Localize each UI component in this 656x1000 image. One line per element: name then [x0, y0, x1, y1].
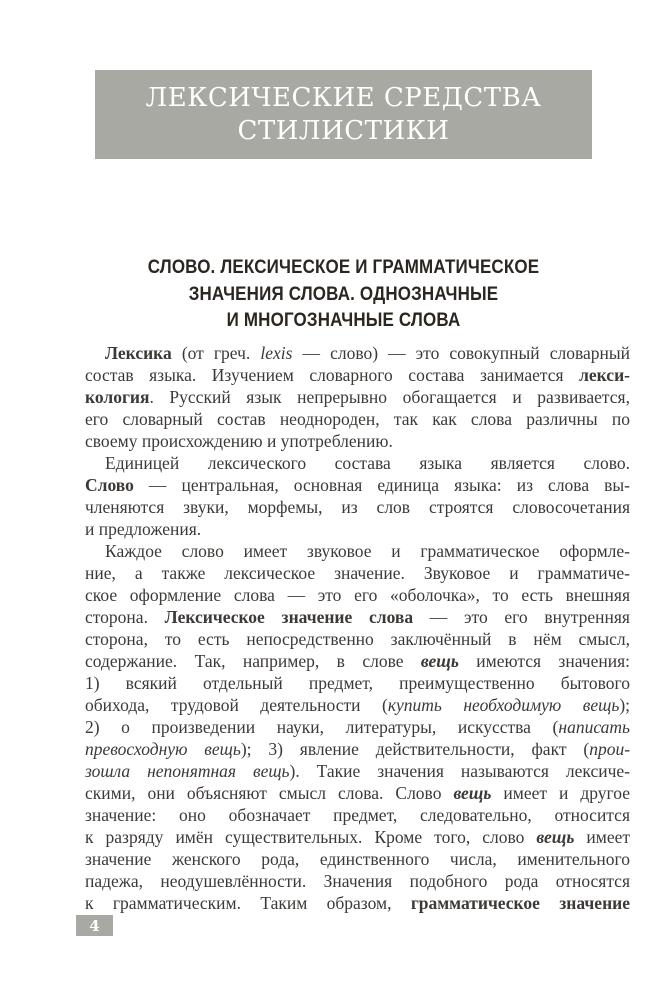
text-segment: грамматическое значение — [410, 893, 630, 913]
text-segment: Слово — [85, 475, 134, 495]
text-segment: ); — [619, 695, 631, 715]
text-segment: ние, а также лексическое значение. Звуковое и грамматиче- — [85, 563, 630, 583]
text-segment: сторона. — [85, 607, 165, 627]
text-segment: ское оформление слова — это его «оболочка», то есть внешняя — [85, 585, 630, 605]
body-line — [85, 650, 630, 672]
body-line — [85, 606, 630, 628]
chapter-title-banner — [95, 70, 592, 159]
text-segment: Единицей лексического состава языка является слово. — [105, 453, 630, 473]
body-text — [85, 342, 630, 914]
section-heading-line: И МНОГОЗНАЧНЫЕ СЛОВА — [226, 309, 461, 331]
text-segment: lexis — [260, 343, 293, 363]
text-segment: 1) всякий отдельный предмет, преимущественно бытового — [85, 673, 630, 693]
chapter-title-line: СТИЛИСТИКИ — [237, 115, 450, 146]
text-segment: вещь — [420, 651, 459, 671]
paragraph — [85, 452, 630, 540]
text-segment: . Русский язык непрерывно обогащается и развивается, — [149, 387, 630, 407]
text-segment: содержание. Так, например, в слове — [85, 651, 421, 671]
text-segment: прои- — [589, 739, 631, 759]
body-line — [85, 672, 630, 694]
body-line — [85, 870, 630, 892]
text-segment: значение женского рода, единственного числа, именительного — [85, 849, 630, 869]
page-number-box — [76, 915, 113, 936]
text-segment: — слово) — это совокупный словарный — [292, 343, 630, 363]
paragraph — [85, 540, 630, 914]
text-segment: его словарный состав неоднороден, так как слова различны по — [85, 409, 630, 429]
text-segment: своему происхождению и употреблению. — [85, 431, 393, 451]
text-segment: 2) о произведении науки, литературы, искусства ( — [85, 717, 559, 737]
text-segment: купить необходимую вещь — [387, 695, 620, 715]
text-segment: лекси- — [579, 365, 630, 385]
text-segment: сторона, то есть непосредственно заключённый в нём смысл, — [85, 629, 630, 649]
body-line — [85, 738, 630, 760]
text-segment: превосходную вещь — [85, 739, 241, 759]
text-segment: написать — [558, 717, 630, 737]
body-line — [85, 474, 630, 496]
text-segment: — центральная, основная единица языка: из слова вы- — [133, 475, 630, 495]
body-line — [85, 386, 630, 408]
body-line — [85, 496, 630, 518]
text-segment: — это его внутренняя — [413, 607, 630, 627]
text-segment: скими, они объясняют смысл слова. Слово — [85, 783, 454, 803]
text-segment: Лексика — [105, 343, 172, 363]
section-heading-line: ЗНАЧЕНИЯ СЛОВА. ОДНОЗНАЧНЫЕ — [188, 282, 499, 305]
body-line — [85, 342, 630, 364]
body-line — [85, 408, 630, 430]
body-line — [85, 430, 630, 452]
text-segment: членяются звуки, морфемы, из слов строятся словосочетания — [85, 497, 630, 517]
text-segment: имеются значения: — [458, 651, 630, 671]
text-segment: Лексическое значение слова — [164, 607, 414, 627]
body-line — [85, 892, 630, 914]
text-segment: к грамматическим. Таким образом, — [85, 893, 411, 913]
body-line — [85, 540, 630, 562]
body-line — [85, 848, 630, 870]
text-segment: вещь — [453, 783, 492, 803]
body-line — [85, 782, 630, 804]
text-segment: к разряду имён существительных. Кроме того, слово — [85, 827, 537, 847]
body-line — [85, 804, 630, 826]
text-segment: имеет — [574, 827, 631, 847]
text-segment: зошла непонятная вещь — [85, 761, 290, 781]
body-line — [85, 760, 630, 782]
text-segment: состав языка. Изучением словарного состава занимается — [85, 365, 580, 385]
paragraph — [85, 342, 630, 452]
text-segment: значение: оно обозначает предмет, следовательно, относится — [85, 805, 630, 825]
section-heading-line: СЛОВО. ЛЕКСИЧЕСКОЕ И ГРАММАТИЧЕСКОЕ — [147, 256, 540, 278]
body-line — [85, 826, 630, 848]
chapter-title-line: ЛЕКСИЧЕСКИЕ СРЕДСТВА — [145, 82, 542, 113]
text-segment: имеет и другое — [491, 783, 630, 803]
body-line — [85, 694, 630, 716]
body-line — [85, 628, 630, 650]
body-line — [85, 716, 630, 738]
text-segment: (от греч. — [171, 343, 261, 363]
body-line — [85, 562, 630, 584]
text-segment: ); 3) явление действительности, факт ( — [240, 739, 590, 759]
body-line — [85, 364, 630, 386]
page-number: 4 — [89, 916, 100, 935]
section-heading — [127, 254, 559, 334]
text-segment: кология — [85, 387, 150, 407]
text-segment: ). Такие значения называются лексиче- — [289, 761, 630, 781]
body-line — [85, 518, 630, 540]
body-line — [85, 452, 630, 474]
text-segment: обихода, трудовой деятельности ( — [85, 695, 388, 715]
text-segment: вещь — [536, 827, 575, 847]
text-segment: падежа, неодушевлённости. Значения подобного рода относятся — [85, 871, 630, 891]
text-segment: и предложения. — [85, 519, 202, 539]
body-line — [85, 584, 630, 606]
text-segment: Каждое слово имеет звуковое и грамматическое оформле- — [105, 541, 630, 561]
